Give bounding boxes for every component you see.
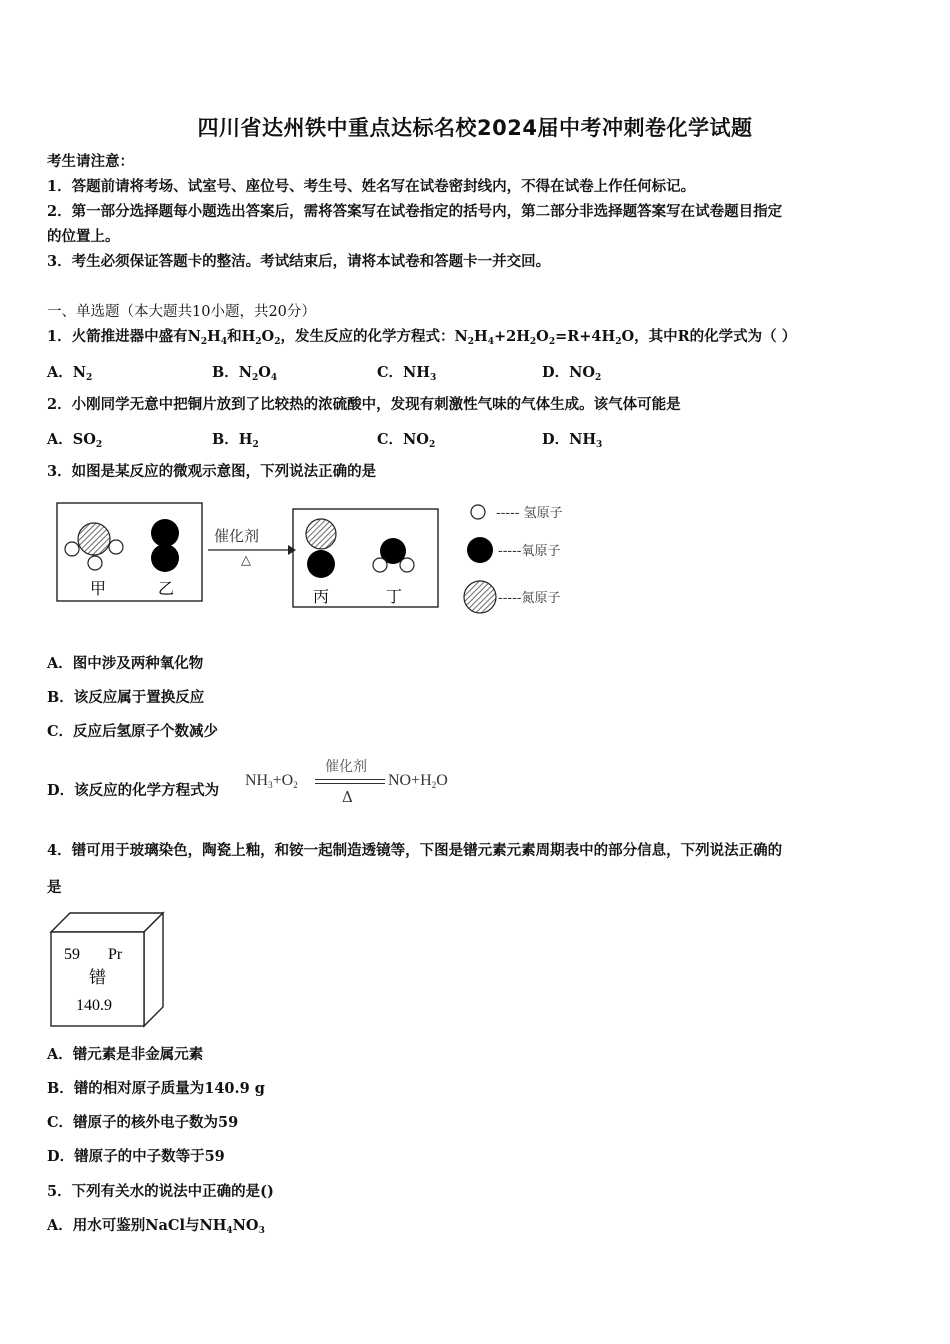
q5-stem: 5．下列有关水的说法中正确的是() bbox=[47, 1183, 274, 1200]
equation-catalyst: 催化剂 bbox=[325, 759, 367, 775]
q2-stem: 2．小刚同学无意中把铜片放到了比较热的浓硫酸中，发现有刺激性气味的气体生成。该气体可能是 bbox=[47, 396, 681, 413]
element-card-side bbox=[144, 913, 163, 1026]
equation-right: $NO+H_2O$ bbox=[388, 772, 448, 790]
q3-equation bbox=[245, 756, 475, 810]
label-ding: 丁 bbox=[386, 587, 403, 606]
hydrogen-atom bbox=[109, 540, 123, 554]
q4-option-c[interactable]: C．镨原子的核外电子数为59 bbox=[47, 1114, 239, 1131]
nitrogen-atom bbox=[306, 519, 336, 549]
q3-option-c[interactable]: C．反应后氢原子个数减少 bbox=[47, 723, 219, 740]
label-bing: 丙 bbox=[313, 587, 330, 606]
legend-oxygen: -----氧原子 bbox=[498, 544, 561, 559]
hydrogen-atom bbox=[88, 556, 102, 570]
page-title: 四川省达州铁中重点达标名校2024届中考冲刺卷化学试题 bbox=[197, 116, 753, 140]
element-name: 镨 bbox=[89, 968, 106, 988]
equation-line bbox=[315, 779, 385, 780]
q1-options bbox=[47, 361, 747, 381]
q3-option-a[interactable]: A．图中涉及两种氧化物 bbox=[47, 655, 204, 672]
heat-symbol: △ bbox=[241, 553, 251, 568]
notice-item-1: 1．答题前请将考场、试室号、座位号、考生号、姓名写在试卷密封线内，不得在试卷上作任何标记。 bbox=[47, 178, 696, 195]
q4-stem-line1: 4．镨可用于玻璃染色，陶瓷上釉，和铵一起制造透镜等，下图是镨元素元素周期表中的部分信息，下列说法正确的 bbox=[47, 842, 783, 859]
element-card bbox=[48, 910, 168, 1030]
equation-left: $NH_3+O_2$ bbox=[245, 772, 298, 790]
q3-stem: 3．如图是某反应的微观示意图，下列说法正确的是 bbox=[47, 463, 377, 480]
reaction-diagram bbox=[50, 495, 590, 620]
label-jia: 甲 bbox=[90, 579, 107, 598]
q1-stem: 1．火箭推进器中盛有$N_2H_4$和$H_2O_2$，发生反应的化学方程式：$N_2H_4+2H_2O_2=R+4H_2O$，其中R的化学式为（ ） bbox=[47, 328, 797, 347]
q4-stem-line2: 是 bbox=[47, 879, 62, 896]
legend-hydrogen: ----- 氢原子 bbox=[496, 506, 563, 521]
legend-hydrogen-icon bbox=[471, 505, 485, 519]
element-mass: 140.9 bbox=[76, 997, 112, 1014]
oxygen-atom bbox=[307, 550, 335, 578]
equation-heat: Δ bbox=[342, 788, 353, 806]
q2-options bbox=[47, 428, 747, 448]
nitrogen-atom bbox=[78, 523, 110, 555]
notice-item-2-cont: 的位置上。 bbox=[47, 228, 120, 245]
q1-option-a[interactable]: A．$N_2$ bbox=[47, 364, 93, 383]
q2-option-d[interactable]: D．$NH_3$ bbox=[542, 431, 603, 450]
q3-option-b[interactable]: B．该反应属于置换反应 bbox=[47, 689, 205, 706]
notice-item-3: 3．考生必须保证答题卡的整洁。考试结束后，请将本试卷和答题卡一并交回。 bbox=[47, 253, 551, 270]
oxygen-atom bbox=[151, 519, 179, 547]
hydrogen-atom bbox=[400, 558, 414, 572]
catalyst-label: 催化剂 bbox=[214, 527, 260, 545]
q4-option-d[interactable]: D．镨原子的中子数等于59 bbox=[47, 1148, 225, 1165]
notice-item-2: 2．第一部分选择题每小题选出答案后，需将答案写在试卷指定的括号内，第二部分非选择题答案写在试卷题目指定 bbox=[47, 203, 783, 220]
q3-option-d[interactable]: D．该反应的化学方程式为 bbox=[47, 782, 220, 799]
section-heading: 一、单选题（本大题共10小题，共20分） bbox=[47, 304, 316, 320]
q5-option-a[interactable]: A．用水可鉴别NaCl与$NH_4NO_3$ bbox=[47, 1217, 265, 1236]
hydrogen-atom bbox=[65, 542, 79, 556]
notice-heading: 考生请注意： bbox=[47, 153, 134, 170]
q4-option-a[interactable]: A．镨元素是非金属元素 bbox=[47, 1046, 204, 1063]
q1-option-b[interactable]: B．$N_2O_4$ bbox=[212, 364, 278, 383]
legend-nitrogen: -----氮原子 bbox=[498, 591, 561, 606]
legend-nitrogen-icon bbox=[464, 581, 496, 613]
q2-option-c[interactable]: C．$NO_2$ bbox=[377, 431, 436, 450]
q1-option-c[interactable]: C．$NH_3$ bbox=[377, 364, 437, 383]
oxygen-atom bbox=[151, 544, 179, 572]
label-yi: 乙 bbox=[158, 579, 175, 598]
q2-option-b[interactable]: B．$H_2$ bbox=[212, 431, 259, 450]
arrow-head-icon bbox=[288, 545, 296, 555]
legend-oxygen-icon bbox=[467, 537, 493, 563]
q2-option-a[interactable]: A．$SO_2$ bbox=[47, 431, 103, 450]
element-symbol: Pr bbox=[108, 946, 123, 963]
element-number: 59 bbox=[64, 946, 80, 963]
equation-line bbox=[315, 783, 385, 784]
q4-option-b[interactable]: B．镨的相对原子质量为140.9 g bbox=[47, 1080, 265, 1097]
q1-option-d[interactable]: D．$NO_2$ bbox=[542, 364, 602, 383]
hydrogen-atom bbox=[373, 558, 387, 572]
